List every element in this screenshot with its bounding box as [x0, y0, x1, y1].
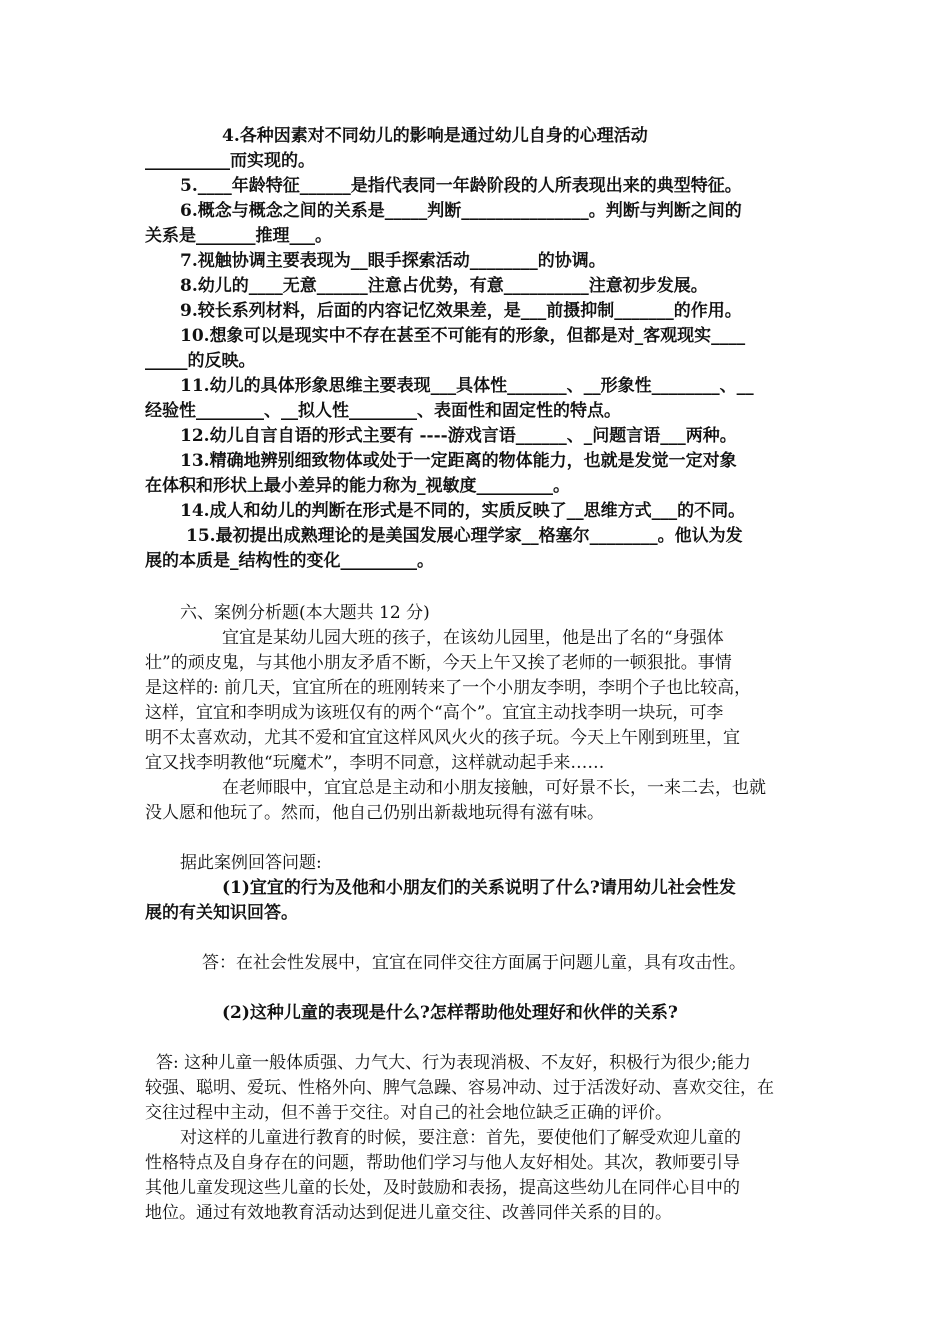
case-paragraph-1-line: 壮”的顽皮鬼，与其他小朋友矛盾不断，今天上午又挨了老师的一顿狠批。事情: [145, 653, 732, 673]
case-paragraph-2-line: 没人愿和他玩了。然而，他自己仍别出新裁地玩得有滋有味。: [145, 803, 604, 823]
case-paragraph-1-line: 这样，宜宜和李明成为该班仅有的两个“高个”。宜宜主动找李明一块玩，可李: [145, 703, 724, 723]
question-12: 12.幼儿自言自语的形式主要有 ----游戏言语______、_问题言语___两种。: [180, 426, 737, 446]
question-11-line-2: 经验性________、__拟人性________、表面性和固定性的特点。: [145, 401, 621, 421]
case-answer-2b-line: 对这样的儿童进行教育的时候，要注意：首先，要使他们了解受欢迎儿童的: [180, 1128, 741, 1148]
case-answer-2-line: 较强、聪明、爱玩、性格外向、脾气急躁、容易冲动、过于活泼好动、喜欢交往，在: [145, 1078, 774, 1098]
case-question-1-line: (1)宜宜的行为及他和小朋友们的关系说明了什么?请用幼儿社会性发: [222, 878, 736, 898]
case-section-heading: 六、案例分析题(本大题共 12 分): [180, 603, 430, 623]
question-15-line-2: 展的本质是_结构性的变化_________。: [145, 551, 434, 571]
question-8: 8.幼儿的____无意______注意占优势，有意__________注意初步发展。: [180, 276, 708, 296]
case-paragraph-1-line: 明不太喜欢动，尤其不爱和宜宜这样风风火火的孩子玩。今天上午刚到班里，宜: [145, 728, 740, 748]
question-11-line-1: 11.幼儿的具体形象思维主要表现___具体性_______、__形象性________、__: [180, 376, 754, 396]
question-15-line-1: 15.最初提出成熟理论的是美国发展心理学家__格塞尔________。他认为发: [186, 526, 743, 546]
question-13-line-2: 在体积和形状上最小差异的能力称为_视敏度_________。: [145, 476, 570, 496]
case-answer-2b-line: 其他儿童发现这些儿童的长处，及时鼓励和表扬，提高这些幼儿在同伴心目中的: [145, 1178, 740, 1198]
case-question-1-line: 展的有关知识回答。: [145, 903, 298, 923]
case-paragraph-2-line: 在老师眼中，宜宜总是主动和小朋友接触，可好景不长，一来二去，也就: [222, 778, 766, 798]
case-question-2: (2)这种儿童的表现是什么?怎样帮助他处理好和伙伴的关系?: [222, 1003, 678, 1023]
question-7: 7.视触协调主要表现为__眼手探索活动________的协调。: [180, 251, 606, 271]
question-13-line-1: 13.精确地辨别细致物体或处于一定距离的物体能力，也就是发觉一定对象: [180, 451, 737, 471]
question-10-line-2: _____的反映。: [145, 351, 256, 371]
question-9: 9.较长系列材料，后面的内容记忆效果差，是___前摄抑制_______的作用。: [180, 301, 742, 321]
question-4-line-1: 4.各种因素对不同幼儿的影响是通过幼儿自身的心理活动: [222, 126, 648, 146]
case-paragraph-1-line: 是这样的: 前几天，宜宜所在的班刚转来了一个小朋友李明，李明个子也比较高，: [145, 678, 752, 698]
case-answer-2b-line: 性格特点及自身存在的问题，帮助他们学习与他人友好相处。其次，教师要引导: [145, 1153, 740, 1173]
case-answer-2b-line: 地位。通过有效地教育活动达到促进儿童交往、改善同伴关系的目的。: [145, 1203, 672, 1223]
case-answer-2-line: 答: 这种儿童一般体质强、力气大、行为表现消极、不友好，积极行为很少;能力: [156, 1053, 751, 1073]
case-prompt: 据此案例回答问题:: [180, 853, 322, 873]
question-5: 5.____年龄特征______是指代表同一年龄阶段的人所表现出来的典型特征。: [180, 176, 742, 196]
question-10-line-1: 10.想象可以是现实中不存在甚至不可能有的形象，但都是对_客观现实____: [180, 326, 746, 346]
question-6-line-1: 6.概念与概念之间的关系是_____判断_______________。判断与判断之间的: [180, 201, 742, 221]
case-answer-2-line: 交往过程中主动，但不善于交往。对自己的社会地位缺乏正确的评价。: [145, 1103, 672, 1123]
question-4-line-2: __________而实现的。: [145, 151, 315, 171]
case-paragraph-1-line: 宜又找李明教他“玩魔术”，李明不同意，这样就动起手来……: [145, 753, 605, 773]
question-6-line-2: 关系是_______推理___。: [145, 226, 332, 246]
case-paragraph-1-line: 宜宜是某幼儿园大班的孩子，在该幼儿园里，他是出了名的“身强体: [222, 628, 724, 648]
question-14: 14.成人和幼儿的判断在形式是不同的，实质反映了__思维方式___的不同。: [180, 501, 746, 521]
case-answer-1: 答：在社会性发展中，宜宜在同伴交往方面属于问题儿童，具有攻击性。: [202, 953, 746, 973]
